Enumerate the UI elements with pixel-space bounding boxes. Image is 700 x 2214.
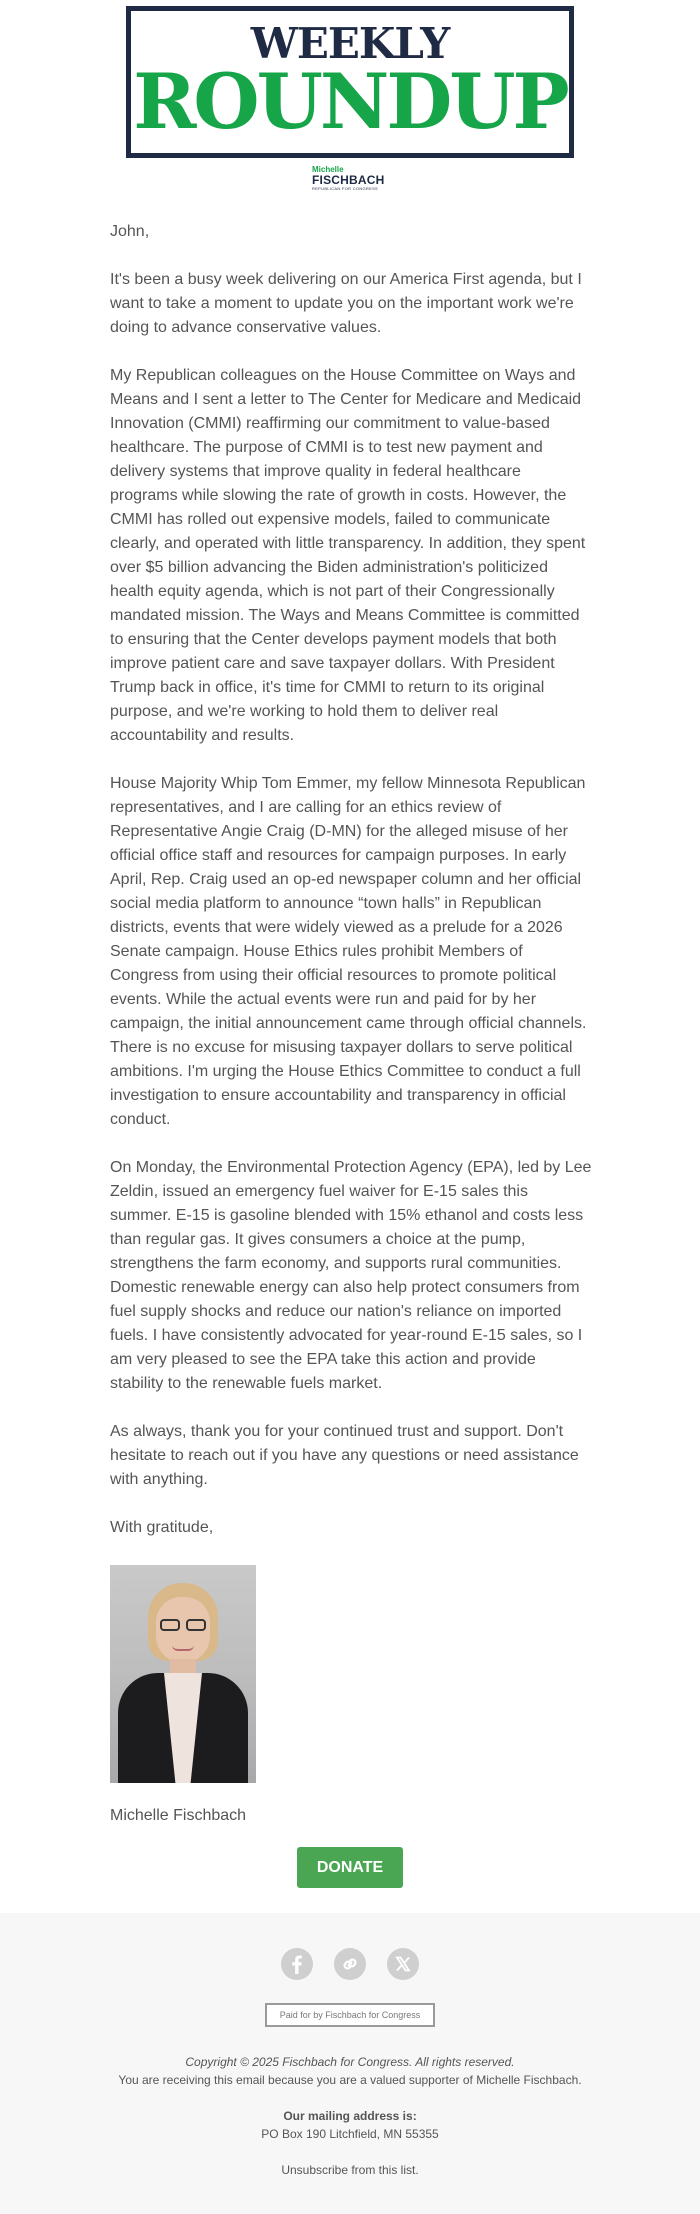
portrait-photo bbox=[110, 1565, 256, 1783]
logo-first-name: Michelle bbox=[312, 165, 344, 174]
unsubscribe-link[interactable]: Unsubscribe from this list. bbox=[281, 2163, 419, 2177]
copyright-text: Copyright © 2025 Fischbach for Congress. All rights reserved. bbox=[185, 2055, 515, 2069]
paragraph-e15: On Monday, the Environmental Protection Agency (EPA), led by Lee Zeldin, issued an emergency fuel waiver for E-15 sales this summer. E-15 is gasoline blended with 15% ethanol and costs less than regular gas. It gives consumers a choice at the pump, strengthens the farm economy, and supports rural communities. Domestic renewable energy can also help protect consumers from fuel supply shocks and reduce our nation's reliance on imported fuels. I have consistently advocated for year-round E-15 sales, so I am very pleased to see the EPA take this action and provide stability to the renewable fuels market. bbox=[110, 1159, 592, 1392]
paragraph-cmmi: My Republican colleagues on the House Committee on Ways and Means and I sent a letter to The Center for Medicare and Medicaid Innovation (CMMI) reaffirming our commitment to value-based healthcare. The purpose of CMMI is to test new payment and delivery systems that improve quality in federal healthcare programs while slowing the rate of growth in costs. However, the CMMI has rolled out expensive models, failed to communicate clearly, and operated with little transparency. In addition, they spent over $5 billion advancing the Biden administration's politicized health equity agenda, which is not part of their Congressionally mandated mission. The Ways and Means Committee is committed to ensuring that the Center develops payment models that both improve patient care and save taxpayer dollars. With President Trump back in office, it's time for CMMI to return to its original purpose, and we're working to hold them to deliver real accountability and results. bbox=[110, 367, 586, 744]
donate-button[interactable]: DONATE bbox=[297, 1847, 403, 1888]
closing-line: With gratitude, bbox=[110, 1519, 214, 1536]
facebook-icon[interactable] bbox=[281, 1948, 313, 1980]
link-icon[interactable] bbox=[334, 1948, 366, 1980]
mailing-address: PO Box 190 Litchfield, MN 55355 bbox=[261, 2127, 439, 2141]
receiving-reason-text: You are receiving this email because you are a valued supporter of Michelle Fischbach. bbox=[118, 2073, 582, 2087]
logo-tagline: REPUBLICAN FOR CONGRESS bbox=[312, 186, 379, 191]
mailing-address-label: Our mailing address is: bbox=[283, 2109, 417, 2123]
paragraph-ethics: House Majority Whip Tom Emmer, my fellow Minnesota Republican representatives, and I are calling for an ethics review of Representative Angie Craig (D-MN) for the alleged misuse of her official office staff and resources for campaign purposes. In early April, Rep. Craig used an op-ed newspaper column and her official social media platform to announce “town halls” in Republican districts, events that were widely viewed as a prelude for a 2026 Senate campaign. House Ethics rules prohibit Members of Congress from using their official resources to promote political events. While the actual events were run and paid for by her campaign, the initial announcement came through official channels. There is no excuse for misusing taxpayer dollars to serve political ambitions. I'm urging the House Ethics Committee to conduct a full investigation to ensure accountability and transparency in official conduct. bbox=[110, 775, 587, 1128]
email-footer bbox=[0, 1913, 700, 2214]
paragraph-thanks: As always, thank you for your continued trust and support. Don't hesitate to reach out if you have any questions or need assistance with anything. bbox=[110, 1423, 579, 1488]
greeting: John, bbox=[110, 223, 150, 240]
x-icon[interactable] bbox=[387, 1948, 419, 1980]
email-header bbox=[0, 0, 700, 210]
banner-weekly-text: WEEKLY bbox=[250, 19, 450, 68]
banner-roundup-text: ROUNDUP bbox=[133, 57, 567, 146]
paid-for-disclaimer: Paid for by Fischbach for Congress bbox=[265, 2003, 435, 2027]
social-links bbox=[0, 1948, 700, 1982]
paragraph-intro: It's been a busy week delivering on our America First agenda, but I want to take a moment to update you on the important work we're doing to advance conservative values. bbox=[110, 271, 582, 336]
weekly-roundup-banner bbox=[126, 6, 574, 158]
logo-last-name: FISCHBACH bbox=[312, 173, 385, 187]
fischbach-logo bbox=[312, 165, 388, 191]
signature-name: Michelle Fischbach bbox=[110, 1807, 247, 1824]
